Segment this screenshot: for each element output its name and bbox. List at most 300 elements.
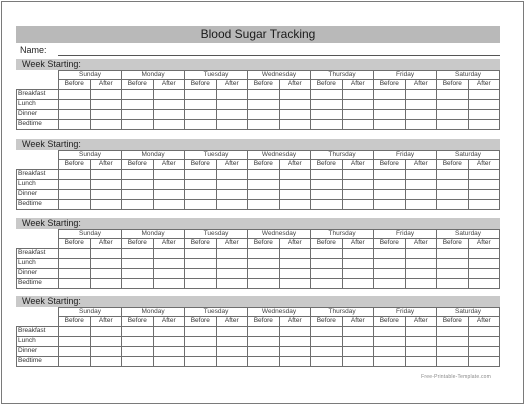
reading-cell[interactable]: [248, 326, 280, 336]
reading-cell[interactable]: [122, 268, 154, 278]
reading-cell[interactable]: [248, 89, 280, 99]
reading-cell[interactable]: [248, 346, 280, 356]
reading-cell[interactable]: [90, 179, 122, 189]
before-label: Before: [437, 80, 469, 90]
week-block: [16, 59, 500, 130]
reading-cell[interactable]: [342, 258, 374, 268]
reading-cell[interactable]: [59, 278, 91, 288]
after-label: After: [216, 160, 248, 170]
reading-cell[interactable]: [185, 169, 217, 179]
reading-cell[interactable]: [122, 89, 154, 99]
reading-cell[interactable]: [122, 346, 154, 356]
reading-cell[interactable]: [122, 169, 154, 179]
after-label: After: [405, 160, 437, 170]
before-label: Before: [122, 80, 154, 90]
reading-cell[interactable]: [405, 169, 437, 179]
reading-cell[interactable]: [185, 336, 217, 346]
reading-cell[interactable]: [90, 199, 122, 209]
after-label: After: [279, 160, 311, 170]
reading-cell[interactable]: [59, 199, 91, 209]
before-label: Before: [122, 317, 154, 327]
reading-cell[interactable]: [122, 258, 154, 268]
reading-cell[interactable]: [405, 268, 437, 278]
reading-cell[interactable]: [311, 326, 343, 336]
reading-cell[interactable]: [279, 109, 311, 119]
reading-cell[interactable]: [122, 199, 154, 209]
reading-cell[interactable]: [153, 199, 185, 209]
reading-cell[interactable]: [405, 258, 437, 268]
reading-cell[interactable]: [90, 119, 122, 129]
reading-cell[interactable]: [374, 248, 406, 258]
day-header: Sunday: [59, 71, 122, 80]
reading-cell[interactable]: [437, 268, 469, 278]
reading-cell[interactable]: [468, 248, 500, 258]
reading-cell[interactable]: [90, 326, 122, 336]
reading-cell[interactable]: [185, 89, 217, 99]
reading-cell[interactable]: [279, 119, 311, 129]
reading-cell[interactable]: [342, 89, 374, 99]
reading-cell[interactable]: [279, 268, 311, 278]
reading-cell[interactable]: [311, 119, 343, 129]
reading-cell[interactable]: [405, 336, 437, 346]
reading-cell[interactable]: [122, 356, 154, 366]
reading-cell[interactable]: [248, 268, 280, 278]
before-label: Before: [374, 80, 406, 90]
reading-cell[interactable]: [153, 268, 185, 278]
reading-cell[interactable]: [342, 336, 374, 346]
reading-cell[interactable]: [437, 346, 469, 356]
reading-cell[interactable]: [59, 268, 91, 278]
before-label: Before: [248, 239, 280, 249]
reading-cell[interactable]: [59, 356, 91, 366]
after-label: After: [405, 239, 437, 249]
reading-cell[interactable]: [248, 356, 280, 366]
day-header: Wednesday: [248, 151, 311, 160]
reading-cell[interactable]: [374, 336, 406, 346]
reading-cell[interactable]: [374, 99, 406, 109]
after-label: After: [153, 239, 185, 249]
reading-cell[interactable]: [279, 189, 311, 199]
reading-cell[interactable]: [342, 356, 374, 366]
reading-cell[interactable]: [216, 189, 248, 199]
reading-cell[interactable]: [248, 199, 280, 209]
before-label: Before: [59, 239, 91, 249]
reading-cell[interactable]: [342, 99, 374, 109]
reading-cell[interactable]: [311, 258, 343, 268]
reading-cell[interactable]: [311, 109, 343, 119]
day-header-row: [17, 71, 500, 80]
reading-cell[interactable]: [468, 189, 500, 199]
reading-cell[interactable]: [122, 99, 154, 109]
reading-cell[interactable]: [405, 346, 437, 356]
reading-cell[interactable]: [311, 189, 343, 199]
after-label: After: [279, 317, 311, 327]
reading-cell[interactable]: [185, 109, 217, 119]
reading-cell[interactable]: [374, 109, 406, 119]
before-label: Before: [185, 160, 217, 170]
reading-cell[interactable]: [216, 109, 248, 119]
reading-cell[interactable]: [90, 346, 122, 356]
meal-label: Bedtime: [17, 199, 59, 209]
reading-cell[interactable]: [122, 189, 154, 199]
reading-cell[interactable]: [437, 336, 469, 346]
reading-cell[interactable]: [90, 278, 122, 288]
reading-cell[interactable]: [374, 199, 406, 209]
reading-cell[interactable]: [185, 258, 217, 268]
before-label: Before: [122, 160, 154, 170]
reading-cell[interactable]: [185, 189, 217, 199]
reading-cell[interactable]: [248, 169, 280, 179]
reading-cell[interactable]: [374, 189, 406, 199]
corner-cell: [17, 71, 59, 80]
reading-cell[interactable]: [468, 169, 500, 179]
reading-cell[interactable]: [248, 336, 280, 346]
reading-cell[interactable]: [216, 248, 248, 258]
meal-row: [17, 268, 500, 278]
reading-cell[interactable]: [248, 278, 280, 288]
reading-cell[interactable]: [153, 179, 185, 189]
reading-cell[interactable]: [185, 356, 217, 366]
reading-cell[interactable]: [279, 89, 311, 99]
reading-cell[interactable]: [468, 258, 500, 268]
meal-row: [17, 258, 500, 268]
reading-cell[interactable]: [311, 346, 343, 356]
reading-cell[interactable]: [122, 119, 154, 129]
reading-cell[interactable]: [216, 346, 248, 356]
reading-cell[interactable]: [405, 189, 437, 199]
reading-cell[interactable]: [437, 99, 469, 109]
reading-cell[interactable]: [374, 326, 406, 336]
reading-cell[interactable]: [342, 119, 374, 129]
reading-cell[interactable]: [374, 119, 406, 129]
reading-cell[interactable]: [468, 356, 500, 366]
reading-cell[interactable]: [342, 169, 374, 179]
after-label: After: [90, 160, 122, 170]
before-label: Before: [311, 160, 343, 170]
reading-cell[interactable]: [59, 336, 91, 346]
reading-cell[interactable]: [374, 278, 406, 288]
day-header: Friday: [374, 151, 437, 160]
reading-cell[interactable]: [90, 109, 122, 119]
reading-cell[interactable]: [374, 258, 406, 268]
reading-cell[interactable]: [153, 99, 185, 109]
reading-cell[interactable]: [90, 356, 122, 366]
reading-cell[interactable]: [279, 336, 311, 346]
reading-cell[interactable]: [437, 356, 469, 366]
reading-cell[interactable]: [374, 89, 406, 99]
reading-cell[interactable]: [216, 199, 248, 209]
reading-cell[interactable]: [122, 326, 154, 336]
reading-cell[interactable]: [248, 248, 280, 258]
reading-cell[interactable]: [216, 268, 248, 278]
day-header: Saturday: [437, 230, 500, 239]
reading-cell[interactable]: [468, 89, 500, 99]
reading-cell[interactable]: [342, 346, 374, 356]
reading-cell[interactable]: [59, 169, 91, 179]
reading-cell[interactable]: [279, 326, 311, 336]
meal-label: Breakfast: [17, 326, 59, 336]
reading-cell[interactable]: [437, 189, 469, 199]
after-label: After: [342, 317, 374, 327]
reading-cell[interactable]: [248, 258, 280, 268]
reading-cell[interactable]: [90, 169, 122, 179]
reading-cell[interactable]: [437, 119, 469, 129]
reading-cell[interactable]: [216, 119, 248, 129]
name-line[interactable]: [58, 55, 500, 56]
reading-cell[interactable]: [153, 189, 185, 199]
reading-cell[interactable]: [153, 326, 185, 336]
reading-cell[interactable]: [153, 258, 185, 268]
reading-cell[interactable]: [311, 89, 343, 99]
reading-cell[interactable]: [374, 346, 406, 356]
reading-cell[interactable]: [405, 278, 437, 288]
reading-cell[interactable]: [342, 278, 374, 288]
reading-cell[interactable]: [311, 268, 343, 278]
reading-cell[interactable]: [185, 179, 217, 189]
footer-credit: Free-Printable-Template.com: [421, 374, 491, 380]
day-header: Saturday: [437, 71, 500, 80]
reading-cell[interactable]: [437, 199, 469, 209]
reading-cell[interactable]: [90, 248, 122, 258]
reading-cell[interactable]: [153, 278, 185, 288]
reading-cell[interactable]: [122, 336, 154, 346]
reading-cell[interactable]: [122, 179, 154, 189]
reading-cell[interactable]: [153, 109, 185, 119]
reading-cell[interactable]: [311, 278, 343, 288]
reading-cell[interactable]: [59, 179, 91, 189]
reading-cell[interactable]: [437, 89, 469, 99]
reading-cell[interactable]: [279, 179, 311, 189]
before-after-row: [17, 239, 500, 249]
reading-cell[interactable]: [90, 268, 122, 278]
corner-cell: [17, 239, 59, 249]
day-header: Thursday: [311, 151, 374, 160]
reading-cell[interactable]: [153, 169, 185, 179]
meal-label: Dinner: [17, 109, 59, 119]
day-header: Monday: [122, 308, 185, 317]
reading-cell[interactable]: [405, 109, 437, 119]
meal-label: Dinner: [17, 189, 59, 199]
reading-cell[interactable]: [468, 199, 500, 209]
reading-cell[interactable]: [405, 119, 437, 129]
reading-cell[interactable]: [374, 356, 406, 366]
reading-cell[interactable]: [185, 326, 217, 336]
reading-cell[interactable]: [468, 109, 500, 119]
reading-cell[interactable]: [90, 336, 122, 346]
reading-cell[interactable]: [437, 179, 469, 189]
reading-cell[interactable]: [311, 179, 343, 189]
after-label: After: [468, 80, 500, 90]
reading-cell[interactable]: [437, 248, 469, 258]
reading-cell[interactable]: [437, 326, 469, 336]
reading-cell[interactable]: [405, 179, 437, 189]
after-label: After: [468, 239, 500, 249]
name-row: [20, 44, 500, 57]
reading-cell[interactable]: [216, 179, 248, 189]
reading-cell[interactable]: [122, 248, 154, 258]
reading-cell[interactable]: [437, 258, 469, 268]
meal-row: [17, 109, 500, 119]
reading-cell[interactable]: [311, 199, 343, 209]
reading-cell[interactable]: [59, 258, 91, 268]
reading-cell[interactable]: [59, 346, 91, 356]
before-label: Before: [185, 239, 217, 249]
day-header: Friday: [374, 308, 437, 317]
reading-cell[interactable]: [153, 336, 185, 346]
corner-cell: [17, 317, 59, 327]
reading-cell[interactable]: [468, 268, 500, 278]
meal-label: Breakfast: [17, 89, 59, 99]
reading-cell[interactable]: [90, 189, 122, 199]
reading-cell[interactable]: [405, 248, 437, 258]
reading-cell[interactable]: [248, 119, 280, 129]
after-label: After: [342, 160, 374, 170]
reading-cell[interactable]: [405, 89, 437, 99]
reading-cell[interactable]: [437, 169, 469, 179]
after-label: After: [90, 80, 122, 90]
reading-cell[interactable]: [279, 248, 311, 258]
after-label: After: [342, 80, 374, 90]
reading-cell[interactable]: [185, 199, 217, 209]
reading-cell[interactable]: [279, 278, 311, 288]
reading-cell[interactable]: [279, 169, 311, 179]
reading-cell[interactable]: [374, 179, 406, 189]
reading-cell[interactable]: [311, 248, 343, 258]
reading-cell[interactable]: [342, 199, 374, 209]
reading-cell[interactable]: [405, 99, 437, 109]
reading-cell[interactable]: [311, 99, 343, 109]
after-label: After: [279, 239, 311, 249]
reading-cell[interactable]: [342, 326, 374, 336]
reading-cell[interactable]: [90, 258, 122, 268]
after-label: After: [279, 80, 311, 90]
reading-cell[interactable]: [122, 278, 154, 288]
reading-cell[interactable]: [153, 89, 185, 99]
reading-cell[interactable]: [468, 326, 500, 336]
reading-cell[interactable]: [248, 189, 280, 199]
reading-cell[interactable]: [122, 109, 154, 119]
reading-cell[interactable]: [59, 109, 91, 119]
reading-cell[interactable]: [468, 278, 500, 288]
meal-row: [17, 89, 500, 99]
reading-cell[interactable]: [311, 356, 343, 366]
meal-row: [17, 179, 500, 189]
reading-cell[interactable]: [59, 119, 91, 129]
reading-cell[interactable]: [185, 99, 217, 109]
reading-cell[interactable]: [468, 179, 500, 189]
week-block: [16, 139, 500, 210]
meal-label: Lunch: [17, 336, 59, 346]
reading-cell[interactable]: [153, 356, 185, 366]
reading-cell[interactable]: [311, 169, 343, 179]
reading-cell[interactable]: [248, 109, 280, 119]
day-header: Saturday: [437, 151, 500, 160]
reading-cell[interactable]: [279, 356, 311, 366]
reading-cell[interactable]: [248, 99, 280, 109]
reading-cell[interactable]: [437, 278, 469, 288]
reading-cell[interactable]: [342, 268, 374, 278]
reading-cell[interactable]: [374, 268, 406, 278]
meal-row: [17, 189, 500, 199]
reading-cell[interactable]: [342, 179, 374, 189]
reading-cell[interactable]: [405, 199, 437, 209]
reading-cell[interactable]: [216, 278, 248, 288]
reading-cell[interactable]: [153, 119, 185, 129]
before-label: Before: [311, 80, 343, 90]
reading-cell[interactable]: [90, 89, 122, 99]
reading-cell[interactable]: [153, 248, 185, 258]
before-after-row: [17, 80, 500, 90]
reading-cell[interactable]: [90, 99, 122, 109]
reading-cell[interactable]: [279, 258, 311, 268]
reading-cell[interactable]: [185, 346, 217, 356]
reading-cell[interactable]: [405, 326, 437, 336]
after-label: After: [90, 317, 122, 327]
corner-cell: [17, 80, 59, 90]
reading-cell[interactable]: [279, 346, 311, 356]
before-label: Before: [311, 239, 343, 249]
reading-cell[interactable]: [468, 346, 500, 356]
reading-cell[interactable]: [59, 326, 91, 336]
before-label: Before: [248, 317, 280, 327]
day-header: Friday: [374, 230, 437, 239]
day-header: Tuesday: [185, 230, 248, 239]
reading-cell[interactable]: [405, 356, 437, 366]
before-label: Before: [59, 160, 91, 170]
reading-cell[interactable]: [468, 336, 500, 346]
name-label: Name:: [20, 45, 47, 55]
reading-cell[interactable]: [248, 179, 280, 189]
meal-row: [17, 336, 500, 346]
reading-cell[interactable]: [342, 248, 374, 258]
reading-cell[interactable]: [216, 89, 248, 99]
reading-cell[interactable]: [153, 346, 185, 356]
reading-cell[interactable]: [468, 99, 500, 109]
reading-cell[interactable]: [216, 356, 248, 366]
reading-cell[interactable]: [185, 268, 217, 278]
reading-cell[interactable]: [216, 169, 248, 179]
reading-cell[interactable]: [216, 326, 248, 336]
reading-cell[interactable]: [185, 278, 217, 288]
reading-cell[interactable]: [216, 336, 248, 346]
reading-cell[interactable]: [374, 169, 406, 179]
reading-cell[interactable]: [59, 248, 91, 258]
reading-cell[interactable]: [59, 99, 91, 109]
reading-cell[interactable]: [59, 189, 91, 199]
reading-cell[interactable]: [468, 119, 500, 129]
before-label: Before: [437, 239, 469, 249]
reading-cell[interactable]: [185, 119, 217, 129]
day-header: Monday: [122, 71, 185, 80]
reading-cell[interactable]: [342, 189, 374, 199]
reading-cell[interactable]: [216, 99, 248, 109]
day-header: Saturday: [437, 308, 500, 317]
reading-cell[interactable]: [342, 109, 374, 119]
meal-label: Bedtime: [17, 278, 59, 288]
week-table: [16, 229, 500, 289]
reading-cell[interactable]: [437, 109, 469, 119]
reading-cell[interactable]: [311, 336, 343, 346]
reading-cell[interactable]: [279, 99, 311, 109]
before-label: Before: [248, 80, 280, 90]
meal-row: [17, 199, 500, 209]
reading-cell[interactable]: [185, 248, 217, 258]
week-starting-label: Week Starting:: [16, 218, 500, 229]
reading-cell[interactable]: [59, 89, 91, 99]
reading-cell[interactable]: [216, 258, 248, 268]
reading-cell[interactable]: [279, 199, 311, 209]
after-label: After: [90, 239, 122, 249]
